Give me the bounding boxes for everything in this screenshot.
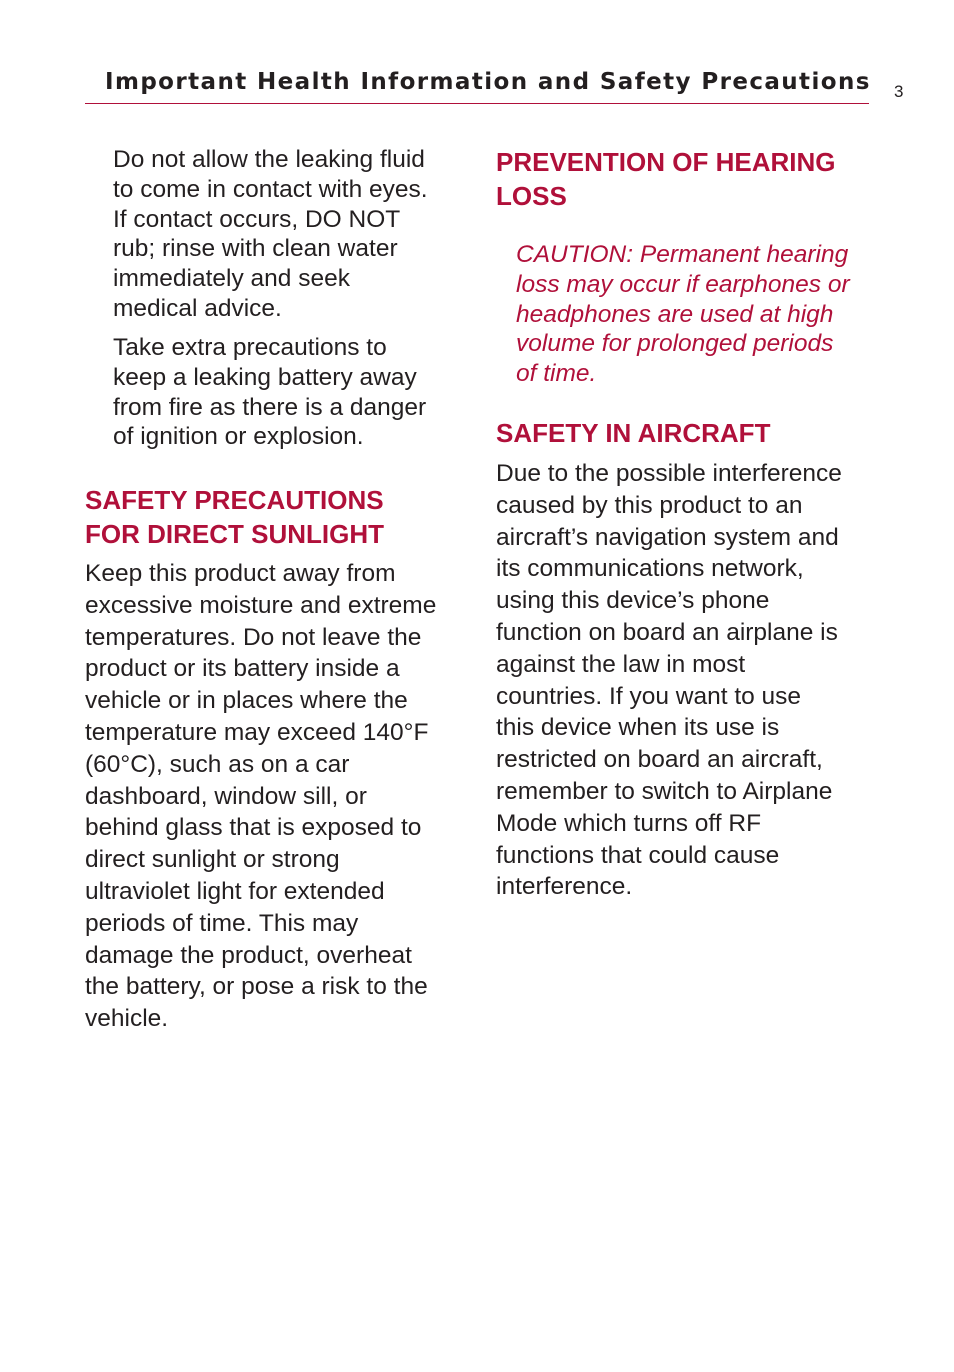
page-header bbox=[85, 66, 869, 104]
battery-eyes-paragraph: Do not allow the leaking fluid to come in contact with eyes. If contact occurs, DO NOT rub; rinse with clean water immediately and seek medical advice. bbox=[113, 146, 428, 322]
sunlight-body: Keep this product away from excessive moisture and extreme temperatures. Do not leave the product or its battery inside a vehicle or in places where the temperature may exceed 140°F (60°C), such as on a car dashboard, window sill, or behind glass that is exposed to direct sunlight or strong ultraviolet light for extended periods of time. This may damage the product, overheat the battery, or pose a risk to the vehicle. bbox=[85, 560, 437, 1033]
page-number: 3 bbox=[894, 82, 904, 101]
aircraft-body: Due to the possible interference caused by this product to an aircraft’s navigation system and its communications network, using this device’s phone function on board an airplane is against the law in most countries. If you want to use this device when its use is restricted on board an aircraft, remember to switch to Airplane Mode which turns off RF functions that could cause interference. bbox=[496, 460, 842, 901]
hearing-caution: CAUTION: Permanent hearing loss may occur if earphones or headphones are used at high volume for prolonged periods of time. bbox=[516, 241, 850, 388]
battery-fire-paragraph: Take extra precautions to keep a leaking battery away from fire as there is a danger of ignition or explosion. bbox=[113, 334, 427, 451]
hearing-heading: PREVENTION OF HEARING LOSS bbox=[496, 147, 836, 211]
sunlight-heading: SAFETY PRECAUTIONS FOR DIRECT SUNLIGHT bbox=[85, 485, 384, 549]
aircraft-heading: SAFETY IN AIRCRAFT bbox=[496, 418, 771, 448]
page-title: Important Health Information and Safety Precautions bbox=[105, 69, 871, 95]
